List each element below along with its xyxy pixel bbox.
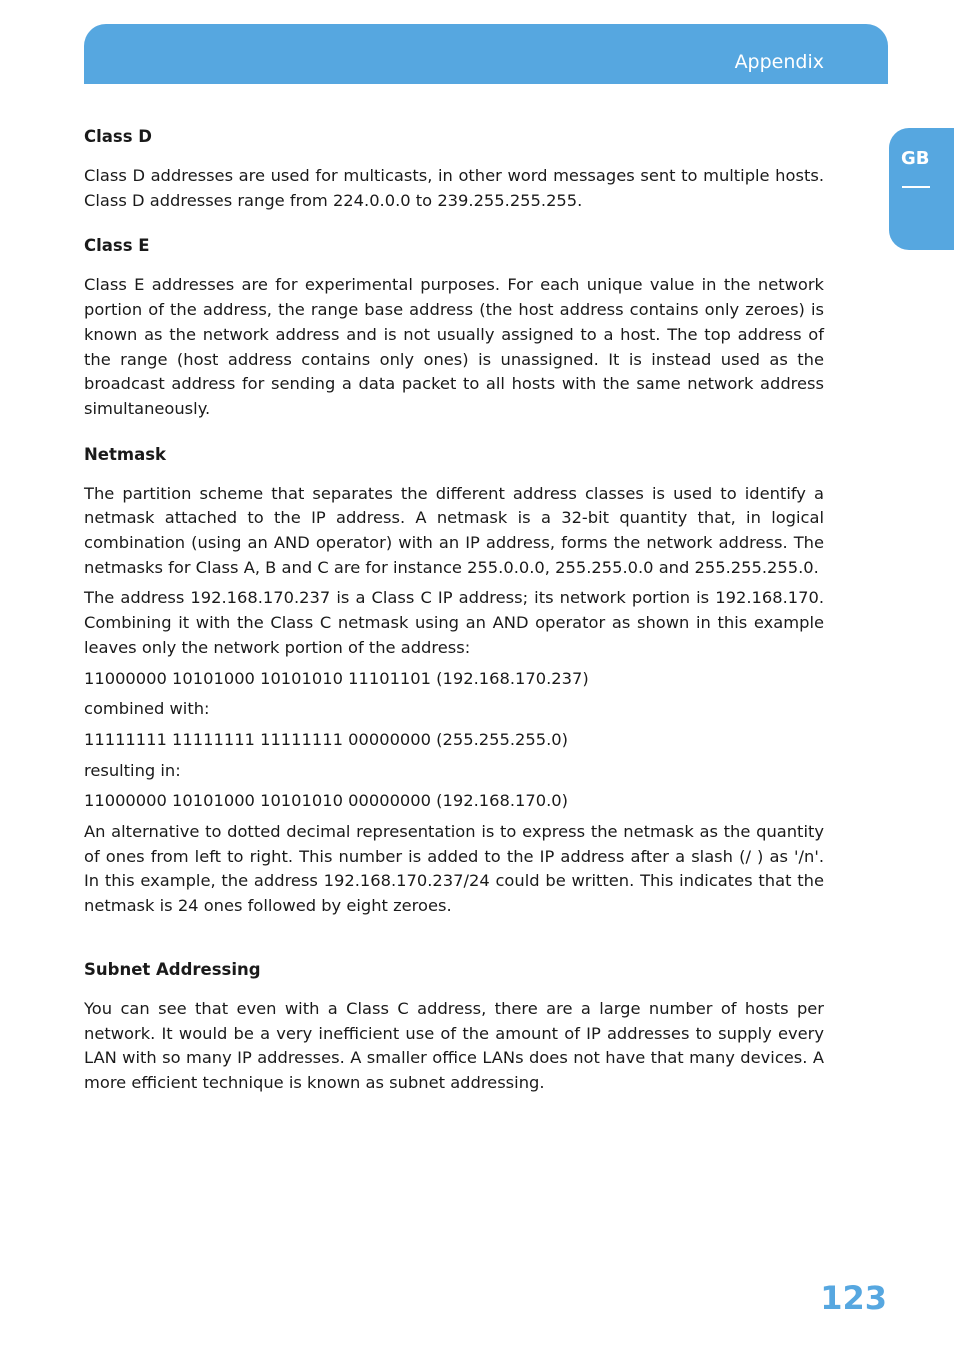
heading-class-d: Class D — [84, 127, 152, 146]
paragraph-netmask-1: The partition scheme that separates the different address classes is used to identify a netmask attached to the IP address. A netmask is a 32-bit quantity that, in logical combination (using an AND operator) with an IP address, forms the network address. The netmasks for Class A, B and C are for instance 255.0.0.0, 255.255.0.0 and 255.255.255.0. — [84, 483, 824, 577]
heading-subnet-addressing: Subnet Addressing — [84, 959, 261, 979]
binary-line-ip: 11000000 10101000 10101010 11101101 (192.168.170.237) — [84, 668, 589, 688]
language-tab — [889, 128, 954, 250]
paragraph-class-e: Class E addresses are for experimental purposes. For each unique value in the network portion of the address, the range base address (the host address contains only zeroes) is known as the network address and is not usually assigned to a host. The top address of the range (host address contains only ones) is unassigned. It is instead used as the broadcast address for sending a data packet to all hosts with the same network address simultaneously. — [84, 275, 824, 418]
heading-netmask: Netmask — [84, 444, 167, 464]
paragraph-subnet-addressing: You can see that even with a Class C address, there are a large number of hosts per network. It would be a very inefficient use of the amount of IP addresses to supply every LAN with so many IP addresses. A smaller office LANs does not have that many devices. A more efficient technique is known as subnet addressing. — [84, 998, 824, 1092]
page-number: 123 — [820, 1279, 887, 1317]
combined-with-label: combined with: — [84, 699, 210, 719]
resulting-in-label: resulting in: — [84, 760, 181, 780]
binary-line-mask: 11111111 11111111 11111111 00000000 (255.255.255.0) — [84, 729, 568, 749]
page-content — [84, 124, 824, 1096]
language-tab-divider — [902, 186, 930, 188]
header-bar — [84, 24, 888, 84]
paragraph-class-d: Class D addresses are used for multicasts, in other word messages sent to multiple hosts. Class D addresses range from 224.0.0.0 to 239.255.255.255. — [84, 166, 824, 210]
paragraph-netmask-3: An alternative to dotted decimal representation is to express the netmask as the quantity of ones from left to right. This number is added to the IP address after a slash (/ ) as '/n'. In this example, the address 192.168.170.237/24 could be written. This indicates that the netmask is 24 ones followed by eight zeroes. — [84, 822, 824, 916]
language-tab-label: GB — [901, 148, 930, 169]
paragraph-netmask-2: The address 192.168.170.237 is a Class C IP address; its network portion is 192.168.170. Combining it with the Class C netmask using an AND operator as shown in this example leaves only the network portion of the address: — [84, 588, 824, 657]
header-title: Appendix — [734, 51, 824, 73]
heading-class-e: Class E — [84, 236, 150, 256]
binary-line-result: 11000000 10101000 10101010 00000000 (192.168.170.0) — [84, 791, 568, 811]
